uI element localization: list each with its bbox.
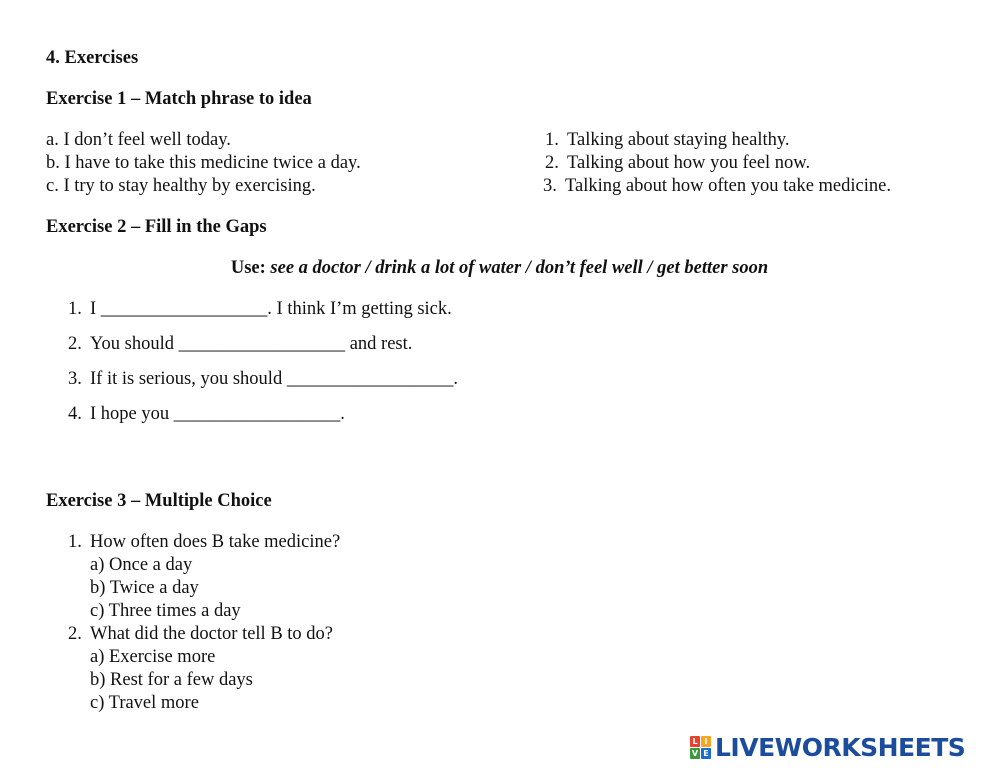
word-bank-words: see a doctor / drink a lot of water / don’t feel well / get better soon [270,258,769,278]
item-text: You should __________________ and rest. [90,334,413,354]
exercise2-item-3 [68,368,458,390]
question-number: 2. [68,624,82,644]
exercise2-item-2 [68,333,412,355]
exercise3-question-2 [68,623,333,645]
exercise1-idea-2 [545,152,810,174]
item-number: 4. [68,404,82,424]
question-text: What did the doctor tell B to do? [90,624,334,644]
item-text: I hope you __________________. [90,404,345,424]
exercise2-item-4 [68,403,345,425]
exercise1-title: Exercise 1 – Match phrase to idea [46,89,312,109]
idea-text: Talking about how you feel now. [567,153,811,173]
idea-number: 2. [545,153,559,173]
idea-number: 3. [543,176,557,196]
exercise2-item-1 [68,298,452,320]
logo-mark-letter: V [691,749,699,758]
logo-mark-letter: E [701,748,711,759]
logo-mark-icon [690,736,712,760]
exercise1-idea-3 [543,175,891,197]
idea-text: Talking about how often you take medicine. [565,176,891,196]
exercise1-idea-1 [545,129,790,151]
exercise3-title: Exercise 3 – Multiple Choice [46,491,272,511]
question-1-option-b: b) Twice a day [90,578,199,598]
idea-text: Talking about staying healthy. [567,130,790,150]
item-number: 2. [68,334,82,354]
exercise3-question-1 [68,531,340,553]
exercise1-phrase-b: b. I have to take this medicine twice a day. [46,153,361,173]
logo-text: LIVEWORKSHEETS [715,733,966,762]
word-bank-label: Use: [230,258,266,278]
exercise2-word-bank [0,257,999,279]
idea-number: 1. [545,130,559,150]
question-1-option-a: a) Once a day [90,555,193,575]
question-2-option-b: b) Rest for a few days [90,670,253,690]
exercise2-title: Exercise 2 – Fill in the Gaps [46,217,267,237]
question-1-option-c: c) Three times a day [90,601,241,621]
item-number: 3. [68,369,82,389]
question-2-option-c: c) Travel more [90,693,199,713]
question-2-option-a: a) Exercise more [90,647,216,667]
exercise1-phrase-c: c. I try to stay healthy by exercising. [46,176,316,196]
section-title: 4. Exercises [46,48,139,68]
logo-mark-letter: I [701,736,711,747]
liveworksheets-logo [690,733,965,763]
item-text: I __________________. I think I’m getting sick. [90,299,452,319]
logo-mark-letter: L [690,736,700,747]
question-text: How often does B take medicine? [90,532,341,552]
item-text: If it is serious, you should __________________. [90,369,458,389]
exercise1-phrase-a: a. I don’t feel well today. [46,130,231,150]
item-number: 1. [68,299,82,319]
question-number: 1. [68,532,82,552]
